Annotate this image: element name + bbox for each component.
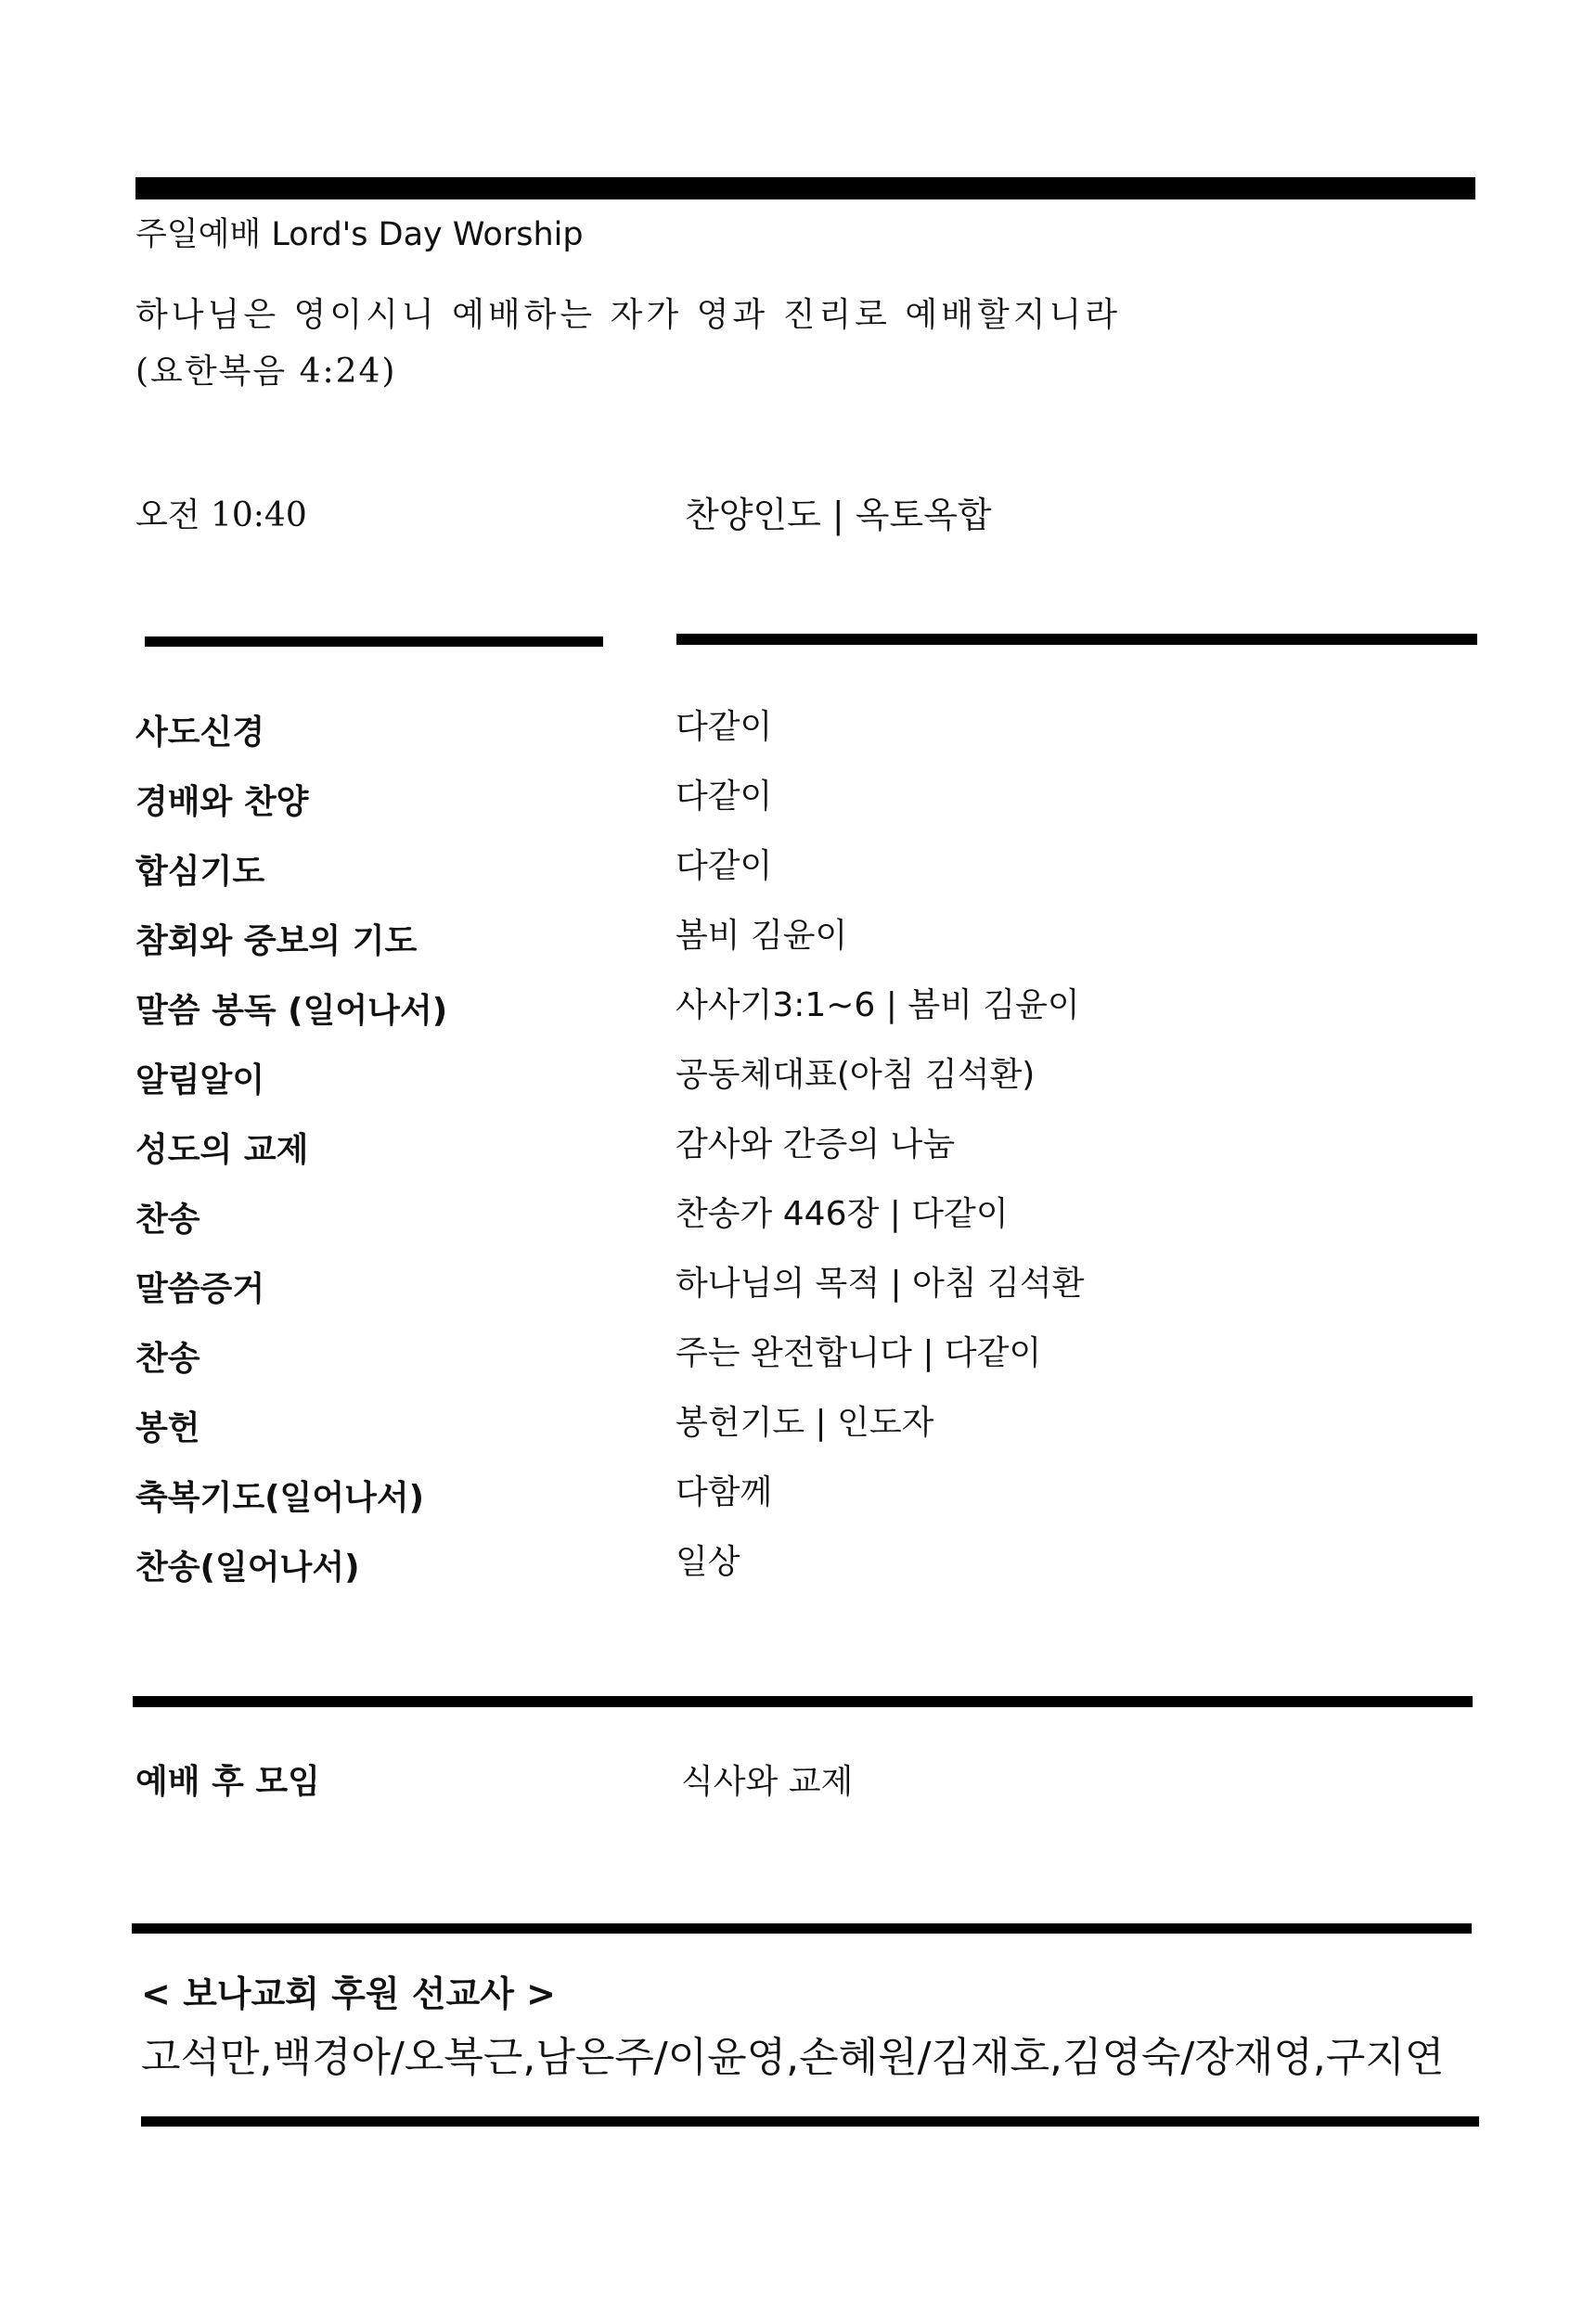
missionary-top-divider xyxy=(132,1923,1472,1934)
order-item-label: 알림알이 xyxy=(135,1061,265,1099)
order-item-value: 하나님의 목적 | 아침 김석환 xyxy=(676,1265,1085,1303)
after-service-label: 예배 후 모임 xyxy=(135,1763,320,1801)
order-item-value: 봉헌기도 | 인도자 xyxy=(676,1404,934,1442)
top-divider xyxy=(135,177,1475,199)
after-service-divider xyxy=(133,1696,1473,1707)
order-item-label: 성도의 교제 xyxy=(135,1131,309,1169)
scripture-verse: 하나님은 영이시니 예배하는 자가 영과 진리로 예배할지니라 xyxy=(135,296,1122,334)
order-item-label: 경배와 찬양 xyxy=(135,783,309,821)
order-item-label: 참회와 중보의 기도 xyxy=(135,922,418,960)
order-item-value: 감사와 간증의 나눔 xyxy=(676,1125,956,1163)
order-item-value: 다같이 xyxy=(676,847,773,885)
missionary-heading: < 보나교회 후원 선교사 > xyxy=(141,1973,556,2014)
order-item-label: 사도신경 xyxy=(135,713,265,752)
order-item-value: 다같이 xyxy=(676,708,773,746)
order-item-value: 공동체대표(아침 김석환) xyxy=(676,1056,1036,1094)
order-item-label: 축복기도(일어나서) xyxy=(135,1479,425,1517)
bottom-divider xyxy=(141,2116,1479,2127)
order-item-label: 말씀증거 xyxy=(135,1270,265,1308)
order-item-label: 합심기도 xyxy=(135,853,265,891)
right-section-divider xyxy=(676,634,1477,645)
page-title: 주일예배 Lord's Day Worship xyxy=(135,216,584,253)
order-item-label: 봉헌 xyxy=(135,1409,200,1447)
order-item-value: 다같이 xyxy=(676,778,773,816)
service-time: 오전 10:40 xyxy=(135,496,307,534)
missionary-names: 고석만,백경아/오복근,남은주/이윤영,손혜원/김재호,김영숙/장재영,구지연 xyxy=(141,2034,1445,2081)
order-item-label: 찬송 xyxy=(135,1340,200,1378)
after-service-value: 식사와 교제 xyxy=(681,1763,854,1801)
order-item-value: 주는 완전합니다 | 다같이 xyxy=(676,1334,1042,1372)
order-item-value: 다함께 xyxy=(676,1473,773,1511)
order-item-value: 봄비 김윤이 xyxy=(676,917,848,955)
order-item-label: 찬송 xyxy=(135,1201,200,1239)
order-item-value: 일상 xyxy=(676,1543,740,1581)
order-item-label: 찬송(일어나서) xyxy=(135,1549,360,1587)
left-section-divider xyxy=(145,636,603,647)
order-item-value: 찬송가 446장 | 다같이 xyxy=(676,1195,1009,1233)
scripture-reference: (요한복음 4:24) xyxy=(135,353,397,391)
worship-leader: 찬양인도 | 옥토옥합 xyxy=(685,495,992,535)
order-item-value: 사사기3:1~6 | 봄비 김윤이 xyxy=(676,986,1080,1024)
order-item-label: 말씀 봉독 (일어나서) xyxy=(135,992,448,1030)
